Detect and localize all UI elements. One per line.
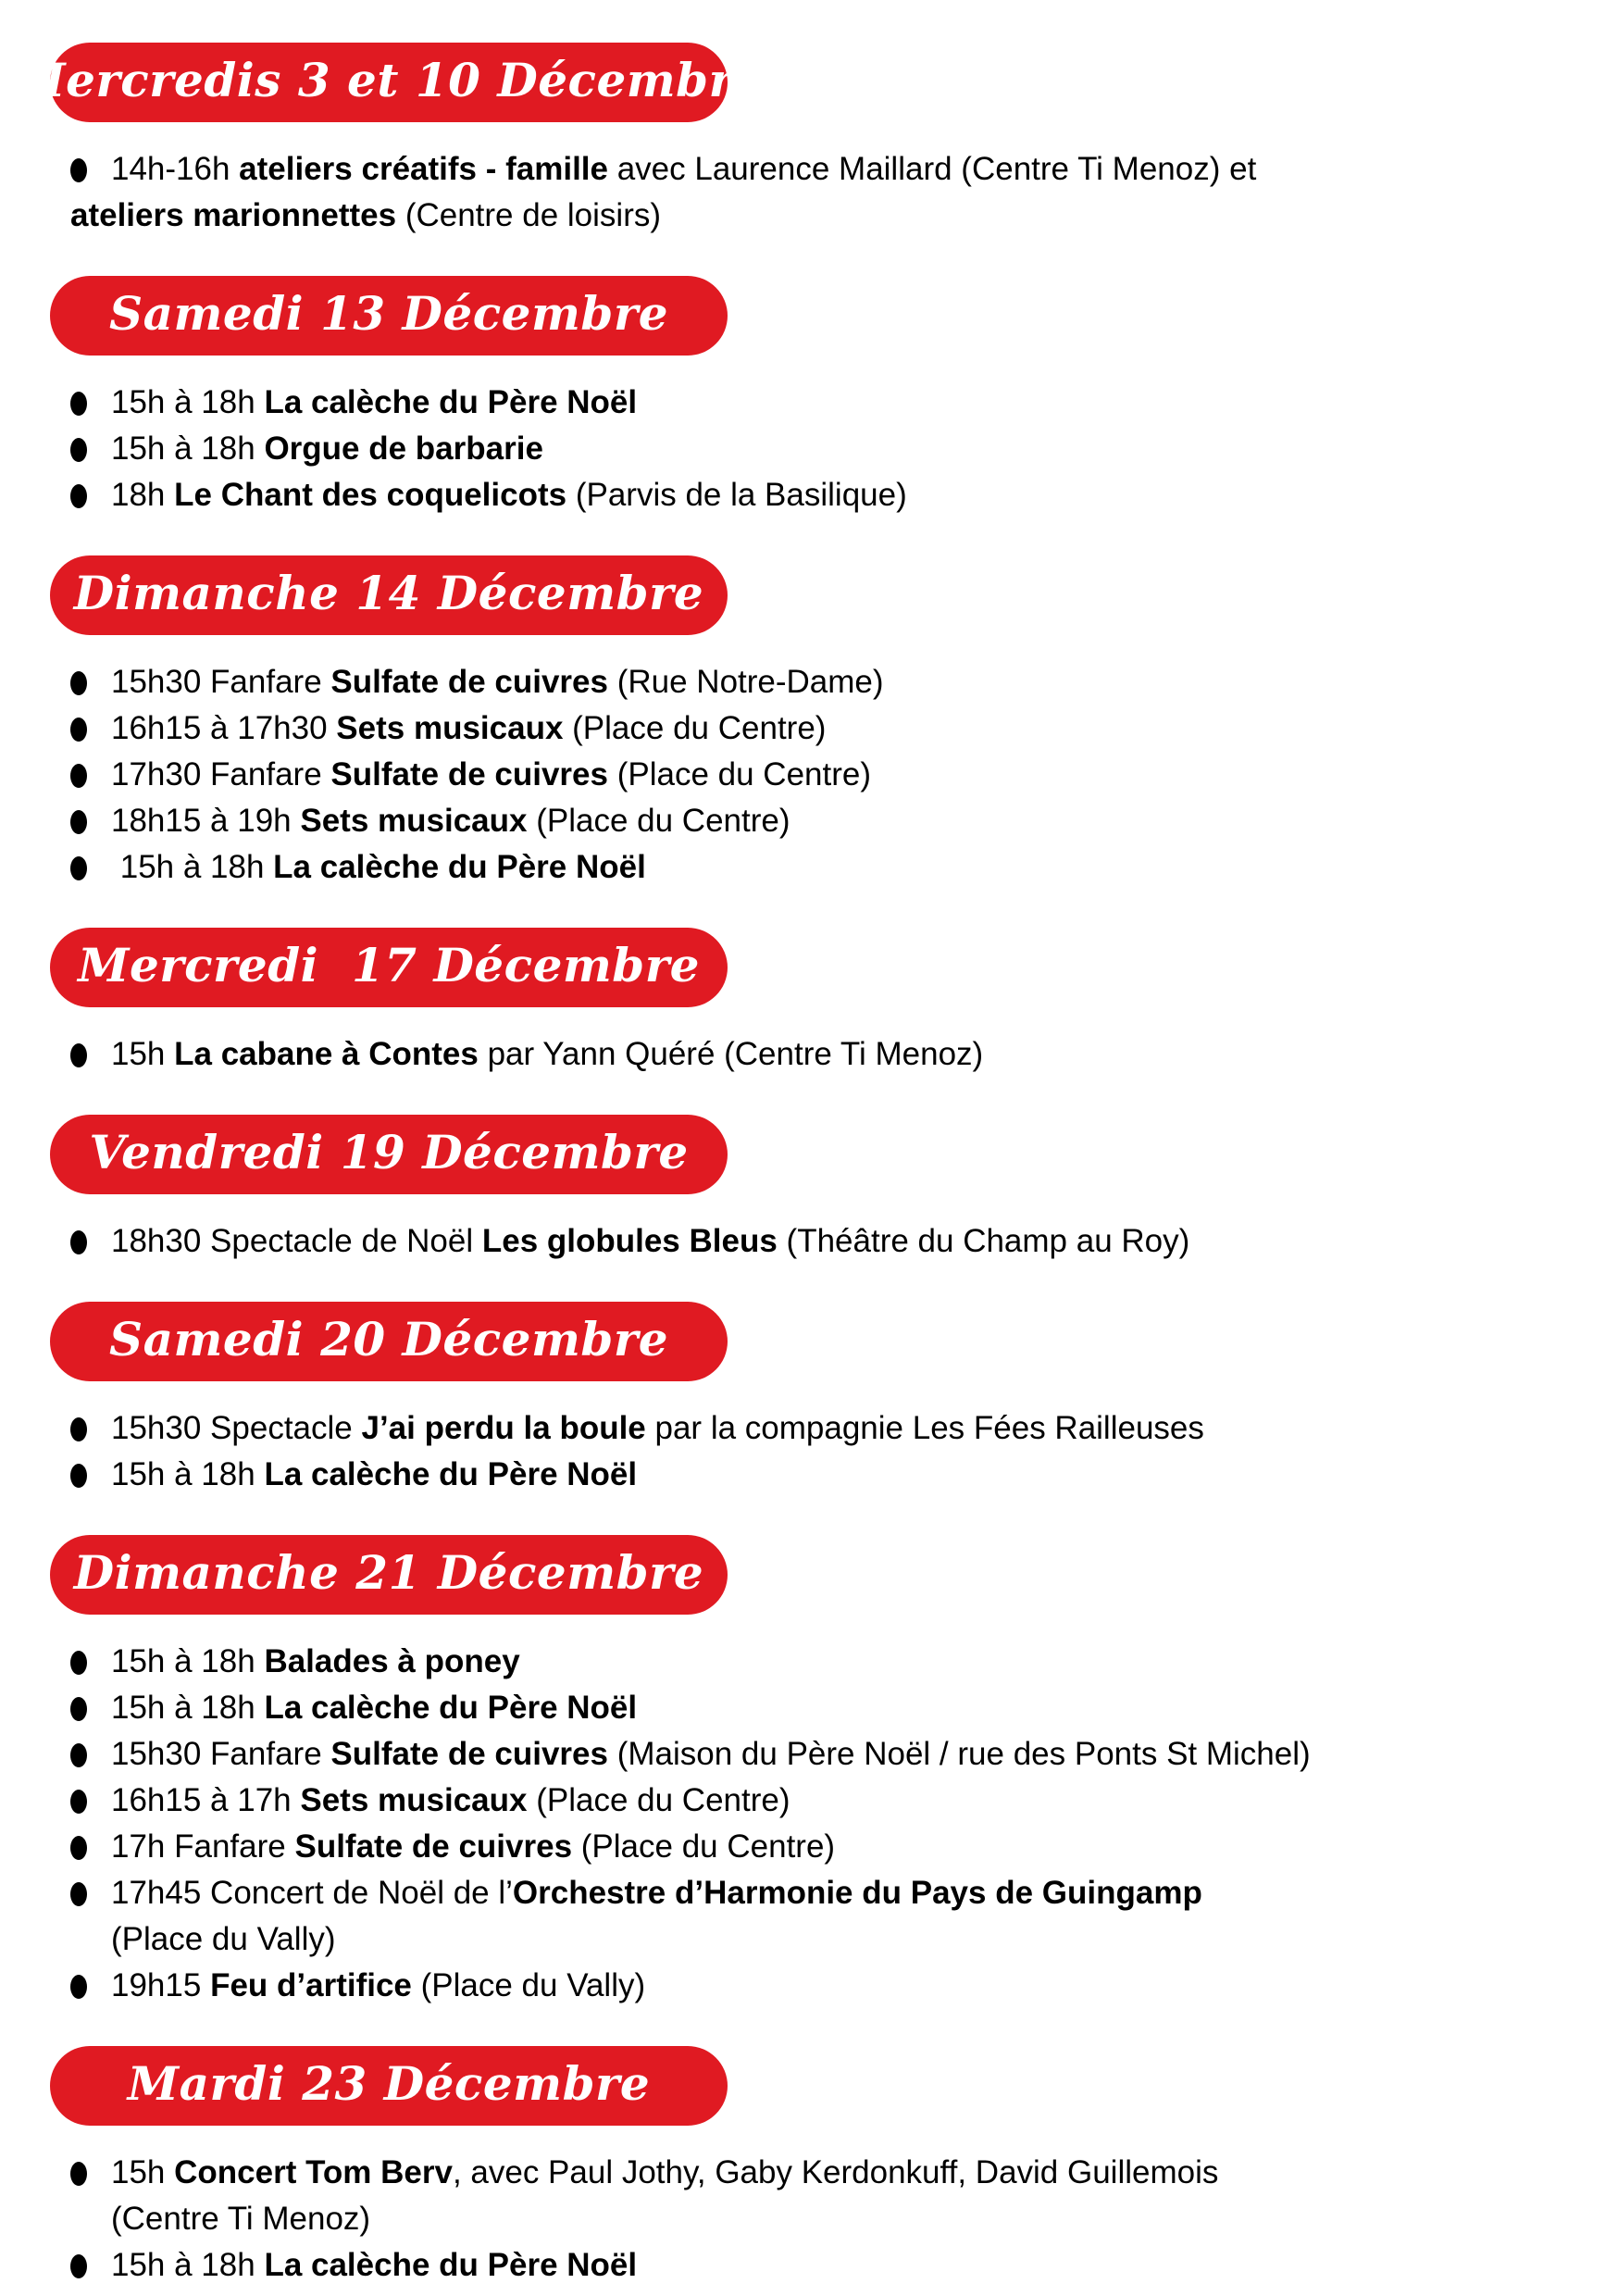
event-detail-text: 18h15 à 19h bbox=[111, 803, 301, 839]
event-item bbox=[70, 1685, 1585, 1731]
day-header-pill bbox=[50, 555, 728, 635]
event-text bbox=[111, 1736, 1311, 1772]
bullet-icon bbox=[70, 1836, 87, 1860]
event-detail-text: (Place du Centre) bbox=[527, 803, 790, 839]
event-text bbox=[111, 430, 543, 467]
day-header-title: Dimanche 14 Décembre bbox=[73, 565, 704, 620]
event-name-text: Feu d’artifice bbox=[210, 1967, 412, 2003]
event-detail-text: 15h30 Fanfare bbox=[111, 664, 331, 700]
event-name-text: La calèche du Père Noël bbox=[264, 1690, 638, 1726]
event-detail-text: , avec Paul Jothy, Gaby Kerdonkuff, David Guillemois bbox=[452, 2154, 1219, 2190]
event-list bbox=[70, 1639, 1585, 2009]
day-header-pill bbox=[50, 2046, 728, 2126]
bullet-icon bbox=[70, 438, 87, 462]
event-detail-text: (Théâtre du Champ au Roy) bbox=[777, 1223, 1190, 1259]
event-list bbox=[70, 380, 1585, 518]
event-item bbox=[70, 1405, 1585, 1452]
event-detail-text: 18h bbox=[111, 477, 175, 513]
event-item bbox=[70, 1452, 1585, 1498]
bullet-icon bbox=[70, 856, 87, 880]
day-section bbox=[0, 555, 1618, 891]
bullet-icon bbox=[70, 718, 87, 742]
event-text bbox=[111, 1643, 520, 1679]
event-name-text: La calèche du Père Noël bbox=[264, 1456, 638, 1492]
bullet-icon bbox=[70, 764, 87, 788]
day-section bbox=[0, 276, 1618, 518]
event-detail-text: (Place du Centre) bbox=[607, 756, 872, 792]
event-name-text: Sulfate de cuivres bbox=[330, 1736, 608, 1772]
event-detail-text: 15h à 18h bbox=[111, 430, 265, 467]
event-list bbox=[70, 659, 1585, 891]
event-name-text: Sulfate de cuivres bbox=[330, 756, 608, 792]
event-detail-text: 18h30 Spectacle de Noël bbox=[111, 1223, 482, 1259]
bullet-icon bbox=[70, 810, 87, 834]
event-list bbox=[70, 1405, 1585, 1498]
event-detail-text: avec Laurence Maillard (Centre Ti Menoz) et bbox=[607, 151, 1257, 187]
event-item bbox=[70, 844, 1585, 891]
event-name-text: Sulfate de cuivres bbox=[330, 664, 608, 700]
event-detail-text: (Place du Centre) bbox=[572, 1828, 836, 1865]
event-text bbox=[111, 803, 790, 839]
event-item bbox=[70, 380, 1585, 426]
event-text bbox=[111, 1828, 835, 1865]
day-header-pill bbox=[50, 1115, 728, 1194]
event-detail-text: (Place du Centre) bbox=[527, 1782, 790, 1818]
event-list bbox=[70, 2150, 1585, 2289]
event-name-text: Sets musicaux bbox=[336, 710, 564, 746]
event-text bbox=[111, 2247, 637, 2283]
event-name-text: La calèche du Père Noël bbox=[264, 2247, 638, 2283]
event-detail-text: (Place du Vally) bbox=[111, 1921, 336, 1957]
bullet-icon bbox=[70, 1790, 87, 1814]
event-text bbox=[70, 151, 1256, 233]
day-header-pill bbox=[50, 276, 728, 356]
event-detail-text: par la compagnie Les Fées Railleuses bbox=[645, 1410, 1204, 1446]
event-detail-text: 15h à 18h bbox=[111, 384, 265, 420]
bullet-icon bbox=[70, 1975, 87, 1999]
day-header-pill bbox=[50, 1535, 728, 1615]
event-detail-text: 15h30 Spectacle bbox=[111, 1410, 362, 1446]
day-header-title: Mardi 23 Décembre bbox=[127, 2055, 651, 2111]
event-text bbox=[111, 1410, 1204, 1446]
day-header-title: Mercredi 17 Décembre bbox=[78, 937, 700, 992]
event-detail-text: 15h à 18h bbox=[111, 849, 274, 885]
bullet-icon bbox=[70, 392, 87, 416]
event-text bbox=[111, 849, 646, 885]
day-header-pill bbox=[14, 43, 764, 122]
event-item bbox=[70, 659, 1585, 705]
bullet-icon bbox=[70, 1464, 87, 1488]
event-list bbox=[70, 1031, 1585, 1078]
event-detail-text: (Place du Centre) bbox=[563, 710, 827, 746]
event-name-text: Concert Tom Berv bbox=[174, 2154, 453, 2190]
event-detail-text: par Yann Quéré (Centre Ti Menoz) bbox=[478, 1036, 984, 1072]
event-detail-text: 15h à 18h bbox=[111, 2247, 265, 2283]
event-name-text: Orchestre d’Harmonie du Pays de Guingamp bbox=[512, 1875, 1202, 1911]
event-detail-text: 17h Fanfare bbox=[111, 1828, 295, 1865]
bullet-icon bbox=[70, 1743, 87, 1767]
event-item bbox=[70, 1218, 1585, 1265]
event-list bbox=[70, 1218, 1585, 1265]
event-detail-text: 19h15 bbox=[111, 1967, 211, 2003]
day-header-pill bbox=[50, 928, 728, 1007]
bullet-icon bbox=[70, 671, 87, 695]
event-text bbox=[111, 1456, 637, 1492]
bullet-icon bbox=[70, 158, 87, 182]
day-section bbox=[0, 2046, 1618, 2289]
event-text bbox=[111, 664, 884, 700]
event-item bbox=[70, 2150, 1585, 2242]
event-detail-text: 15h à 18h bbox=[111, 1643, 265, 1679]
event-detail-text: 16h15 à 17h30 bbox=[111, 710, 337, 746]
event-text bbox=[111, 1875, 1202, 1957]
event-item bbox=[70, 1031, 1585, 1078]
day-section bbox=[0, 1115, 1618, 1265]
day-header-title: Samedi 20 Décembre bbox=[108, 1311, 669, 1366]
event-text bbox=[111, 1967, 645, 2003]
event-detail-text: (Maison du Père Noël / rue des Ponts St Michel) bbox=[607, 1736, 1311, 1772]
day-section bbox=[0, 1302, 1618, 1498]
event-list bbox=[70, 146, 1585, 239]
event-name-text: Le Chant des coquelicots bbox=[174, 477, 567, 513]
event-detail-text: (Centre Ti Menoz) bbox=[111, 2201, 371, 2237]
event-item bbox=[70, 1639, 1585, 1685]
day-header-title: Samedi 13 Décembre bbox=[108, 285, 669, 341]
event-item bbox=[70, 1963, 1585, 2009]
event-text bbox=[111, 756, 871, 792]
event-item bbox=[70, 705, 1585, 752]
event-text bbox=[111, 2154, 1218, 2237]
bullet-icon bbox=[70, 1882, 87, 1906]
event-name-text: La cabane à Contes bbox=[174, 1036, 479, 1072]
day-section bbox=[0, 928, 1618, 1078]
day-header-pill bbox=[50, 1302, 728, 1381]
event-name-text: ateliers créatifs - famille bbox=[239, 151, 608, 187]
event-name-text: Les globules Bleus bbox=[481, 1223, 778, 1259]
event-name-text: La calèche du Père Noël bbox=[273, 849, 646, 885]
event-text bbox=[111, 1690, 637, 1726]
event-text bbox=[111, 477, 907, 513]
event-detail-text: 15h à 18h bbox=[111, 1456, 265, 1492]
day-section bbox=[0, 1535, 1618, 2009]
event-text bbox=[111, 1036, 983, 1072]
event-text bbox=[111, 1223, 1189, 1259]
event-detail-text: 15h à 18h bbox=[111, 1690, 265, 1726]
event-item bbox=[70, 472, 1585, 518]
event-detail-text: (Rue Notre-Dame) bbox=[607, 664, 884, 700]
event-name-text: La calèche du Père Noël bbox=[264, 384, 638, 420]
event-detail-text: (Centre de loisirs) bbox=[396, 197, 662, 233]
event-detail-text: 15h30 Fanfare bbox=[111, 1736, 331, 1772]
event-item bbox=[70, 2242, 1585, 2289]
event-detail-text: (Place du Vally) bbox=[411, 1967, 646, 2003]
event-name-text: Balades à poney bbox=[264, 1643, 520, 1679]
event-detail-text: 16h15 à 17h bbox=[111, 1782, 301, 1818]
event-name-text: ateliers marionnettes bbox=[70, 197, 397, 233]
day-section bbox=[0, 43, 1618, 239]
bullet-icon bbox=[70, 2254, 87, 2278]
bullet-icon bbox=[70, 1417, 87, 1441]
event-detail-text: 14h-16h bbox=[111, 151, 240, 187]
event-item bbox=[70, 1824, 1585, 1870]
event-item bbox=[70, 1870, 1585, 1963]
bullet-icon bbox=[70, 484, 87, 508]
event-name-text: J’ai perdu la boule bbox=[361, 1410, 646, 1446]
event-text bbox=[111, 1782, 790, 1818]
event-detail-text: 17h30 Fanfare bbox=[111, 756, 331, 792]
day-header-title: Mercredis 3 et 10 Décembre bbox=[14, 52, 764, 107]
event-item bbox=[70, 426, 1585, 472]
bullet-icon bbox=[70, 2162, 87, 2186]
bullet-icon bbox=[70, 1697, 87, 1721]
day-header-title: Dimanche 21 Décembre bbox=[73, 1544, 704, 1600]
bullet-icon bbox=[70, 1651, 87, 1675]
bullet-icon bbox=[70, 1230, 87, 1254]
event-detail-text: (Parvis de la Basilique) bbox=[566, 477, 907, 513]
event-item bbox=[70, 1731, 1585, 1778]
event-name-text: Sets musicaux bbox=[300, 1782, 528, 1818]
event-detail-text: 17h45 Concert de Noël de l’ bbox=[111, 1875, 513, 1911]
event-detail-text: 15h bbox=[111, 1036, 175, 1072]
event-item bbox=[70, 752, 1585, 798]
event-name-text: Orgue de barbarie bbox=[264, 430, 543, 467]
bullet-icon bbox=[70, 1043, 87, 1067]
event-text bbox=[111, 710, 826, 746]
event-item bbox=[70, 146, 1585, 239]
event-name-text: Sets musicaux bbox=[300, 803, 528, 839]
event-name-text: Sulfate de cuivres bbox=[294, 1828, 573, 1865]
event-item bbox=[70, 798, 1585, 844]
day-header-title: Vendredi 19 Décembre bbox=[89, 1124, 689, 1179]
event-item bbox=[70, 1778, 1585, 1824]
event-detail-text: 15h bbox=[111, 2154, 175, 2190]
event-text bbox=[111, 384, 637, 420]
